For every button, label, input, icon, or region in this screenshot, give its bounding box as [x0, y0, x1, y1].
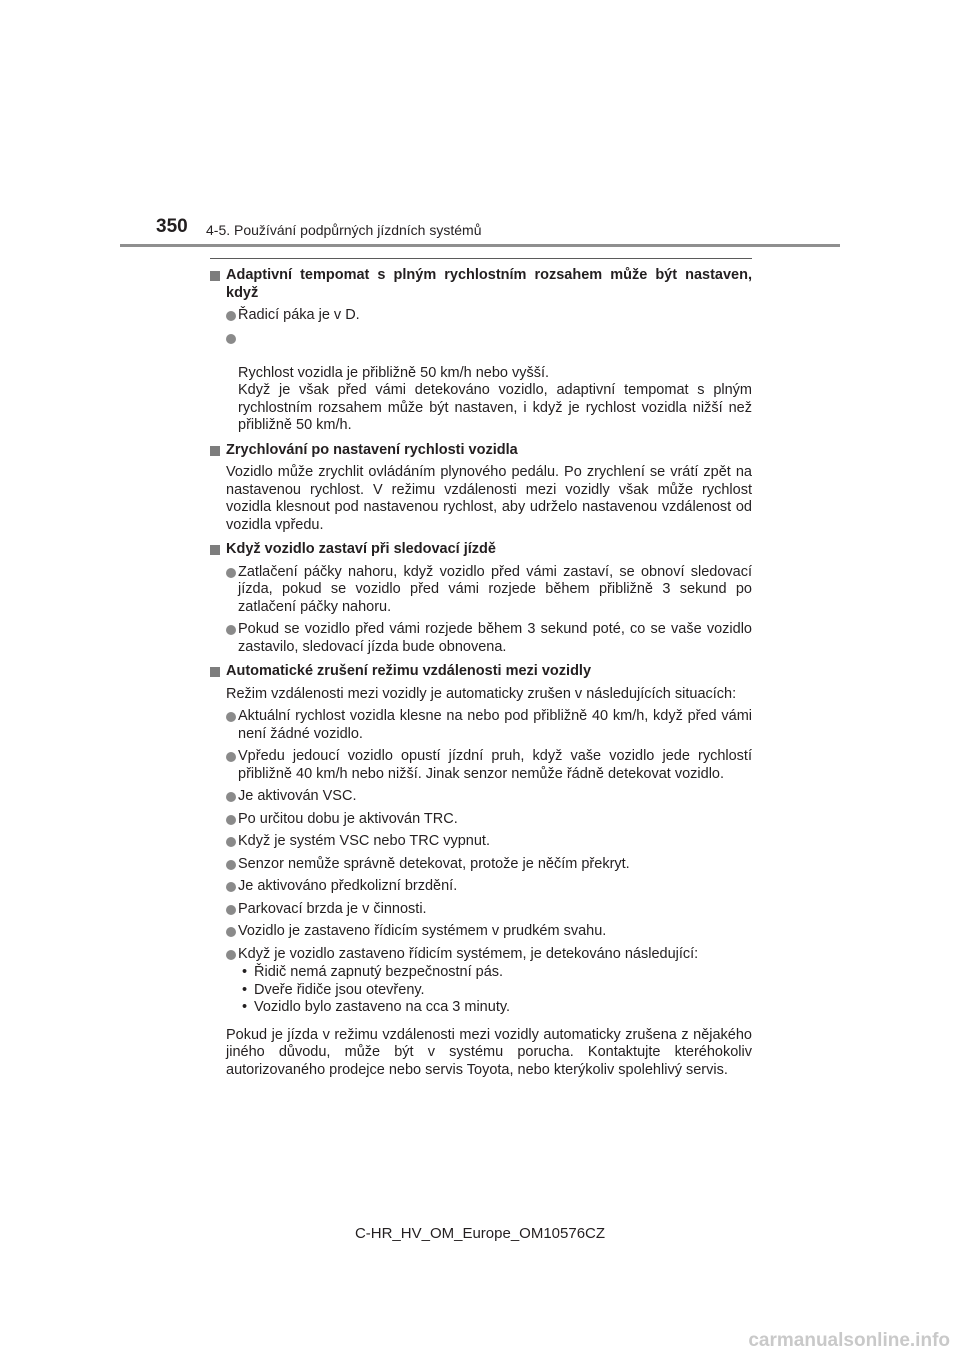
- round-bullet-icon: [226, 311, 236, 321]
- sub-list-item-text: Vozidlo bylo zastaveno na cca 3 minuty.: [254, 999, 511, 1015]
- list-item-text: Senzor nemůže správně detekovat, protože je něčím překryt.: [238, 855, 630, 872]
- round-bullet-icon: [226, 752, 236, 762]
- watermark[interactable]: carmanualsonline.info: [748, 1330, 950, 1351]
- round-bullet-icon: [226, 792, 236, 802]
- sub-list-item-text: Dveře řidiče jsou otevřeny.: [254, 981, 425, 998]
- list-item: [210, 748, 752, 783]
- round-bullet-icon: [226, 927, 236, 937]
- section: [210, 442, 752, 535]
- sub-list: [238, 964, 752, 1017]
- round-bullet-icon: [226, 568, 236, 578]
- round-bullet-icon: [226, 950, 236, 960]
- list-item: [210, 833, 752, 851]
- round-bullet-icon: [226, 334, 236, 344]
- list-item-text: Rychlost vozidla je přibližně 50 km/h nebo vyšší. Když je však před vámi detekováno vozidlo, adaptivní tempomat s plným rychlostním rozsahem může být nastaven, i když je rychlost vozidla nižší než přibližně 50 km/h.: [238, 364, 752, 433]
- list-item-text: Když je vozidlo zastaveno řídicím systémem, je detekováno následující:: [238, 945, 699, 962]
- small-bullet-icon: •: [242, 981, 248, 998]
- list-item: [210, 307, 752, 325]
- list-item: [210, 564, 752, 617]
- section-heading: [210, 541, 752, 559]
- section-heading-text: Když vozidlo zastaví při sledovací jízdě: [226, 541, 496, 557]
- section: [210, 541, 752, 656]
- page-number: 350: [156, 216, 188, 237]
- list-item: [210, 708, 752, 743]
- list-item: [210, 923, 752, 941]
- list-item-text: Je aktivován VSC.: [238, 788, 357, 804]
- content: [210, 258, 752, 1086]
- sub-list-item-text: Řidič nemá zapnutý bezpečnostní pás.: [254, 964, 504, 980]
- list-item: [210, 330, 752, 435]
- list-item-text: Řadicí páka je v D.: [238, 307, 360, 323]
- header-rule: [120, 244, 840, 247]
- list-item-text: Je aktivováno předkolizní brzdění.: [238, 878, 458, 894]
- list-item: [210, 878, 752, 896]
- section-paragraph: Režim vzdálenosti mezi vozidly je automaticky zrušen v následujících situacích:: [226, 685, 737, 702]
- list-item: [210, 856, 752, 874]
- list-item-text: Parkovací brzda je v činnosti.: [238, 900, 427, 917]
- section-heading: [210, 442, 752, 460]
- sub-list-item: [238, 999, 752, 1017]
- round-bullet-icon: [226, 860, 236, 870]
- round-bullet-icon: [226, 815, 236, 825]
- section-heading-text: Automatické zrušení režimu vzdálenosti mezi vozidly: [226, 663, 592, 679]
- list-item-text: Pokud se vozidlo před vámi rozjede během 3 sekund poté, co se vaše vozidlo zastavilo, sledovací jízda bude obnovena.: [238, 621, 752, 655]
- list-item: [210, 946, 752, 1017]
- section-paragraph: Vozidlo může zrychlit ovládáním plynového pedálu. Po zrychlení se vrátí zpět na nastavenou rychlost. V režimu vzdálenosti mezi vozidly však může rychlost vozidla klesnout pod nastavenou rychlost, aby udrželo nastavenou vzdálenost od vozidla vpředu.: [226, 464, 752, 533]
- square-bullet-icon: [210, 446, 220, 456]
- footer-doc-code: C-HR_HV_OM_Europe_OM10576CZ: [354, 1225, 606, 1242]
- round-bullet-icon: [226, 625, 236, 635]
- round-bullet-icon: [226, 905, 236, 915]
- section-heading-text: Adaptivní tempomat s plným rychlostním rozsahem může být nastaven, když: [226, 267, 752, 301]
- round-bullet-icon: [226, 837, 236, 847]
- small-bullet-icon: •: [242, 964, 248, 980]
- round-bullet-icon: [226, 882, 236, 892]
- list-item-text: Vozidlo je zastaveno řídicím systémem v prudkém svahu.: [238, 923, 607, 939]
- round-bullet-icon: [226, 712, 236, 722]
- sub-list-item: [238, 964, 752, 982]
- list-item-text: Když je systém VSC nebo TRC vypnut.: [238, 833, 490, 849]
- list-item-text: Aktuální rychlost vozidla klesne na nebo pod přibližně 40 km/h, když před vámi není žádné vozidlo.: [238, 708, 752, 742]
- square-bullet-icon: [210, 667, 220, 677]
- list-item: [210, 788, 752, 806]
- section: [210, 267, 752, 435]
- list-item: [210, 621, 752, 656]
- list-item-text: Po určitou dobu je aktivován TRC.: [238, 810, 458, 827]
- section-heading: [210, 267, 752, 302]
- small-bullet-icon: •: [242, 999, 248, 1015]
- list-item-text: Zatlačení páčky nahoru, když vozidlo před vámi zastaví, se obnoví sledovací jízda, pokud se vozidlo před vámi rozjede během přibližně 3 sekund po zatlačení páčky nahoru.: [238, 563, 752, 615]
- list-item: [210, 901, 752, 919]
- section-header: 4-5. Používání podpůrných jízdních systémů: [206, 222, 482, 238]
- section: [210, 663, 752, 1079]
- list-item: [210, 811, 752, 829]
- section-note: Pokud je jízda v režimu vzdálenosti mezi vozidly automaticky zrušena z nějakého jiného důvodu, může být v systému porucha. Kontaktujte kteréhokoliv autorizovaného prodejce nebo servis Toyota, nebo kterýkoliv spolehlivý servis.: [226, 1026, 752, 1078]
- section-heading-text: Zrychlování po nastavení rychlosti vozidla: [226, 441, 518, 458]
- square-bullet-icon: [210, 545, 220, 555]
- section-rule: [210, 258, 752, 259]
- square-bullet-icon: [210, 271, 220, 281]
- sub-list-item: [238, 982, 752, 1000]
- section-heading: [210, 663, 752, 681]
- list-item-text: Vpředu jedoucí vozidlo opustí jízdní pruh, když vaše vozidlo jede rychlostí přibližně 40 km/h nebo nižší. Jinak senzor nemůže řádně detekovat vozidlo.: [238, 748, 752, 782]
